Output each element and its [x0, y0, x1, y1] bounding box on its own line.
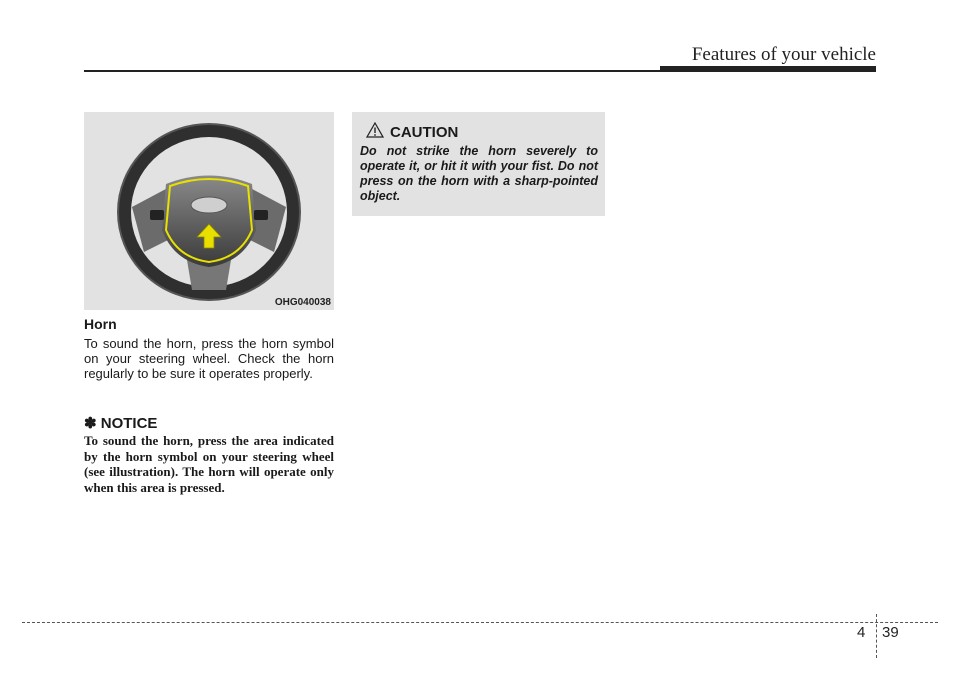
notice-title: ✽ NOTICE	[84, 415, 158, 432]
section-title: Features of your vehicle	[691, 44, 876, 65]
footer-divider	[876, 614, 877, 658]
caution-box	[352, 112, 605, 216]
horn-description: To sound the horn, press the horn symbol on your steering wheel. Check the horn regularly to be sure it operates properly.	[84, 336, 334, 381]
figure-code: OHG040038	[274, 297, 331, 308]
steering-wheel-figure	[84, 112, 334, 310]
steering-wheel-illustration	[84, 112, 334, 310]
warning-triangle-icon	[366, 122, 384, 138]
chapter-number: 4	[857, 624, 866, 641]
footer-rule	[22, 622, 938, 623]
caution-title: CAUTION	[390, 124, 459, 141]
notice-text: To sound the horn, press the area indicated by the horn symbol on your steering wheel (see illustration). The horn will operate only when this area is pressed.	[84, 433, 334, 495]
horn-heading: Horn	[84, 316, 117, 332]
header-rule-accent	[660, 66, 876, 72]
page-number: 39	[882, 624, 899, 641]
caution-text: Do not strike the horn severely to operate it, or hit it with your fist. Do not press on the horn with a sharp-pointed object.	[360, 144, 598, 203]
